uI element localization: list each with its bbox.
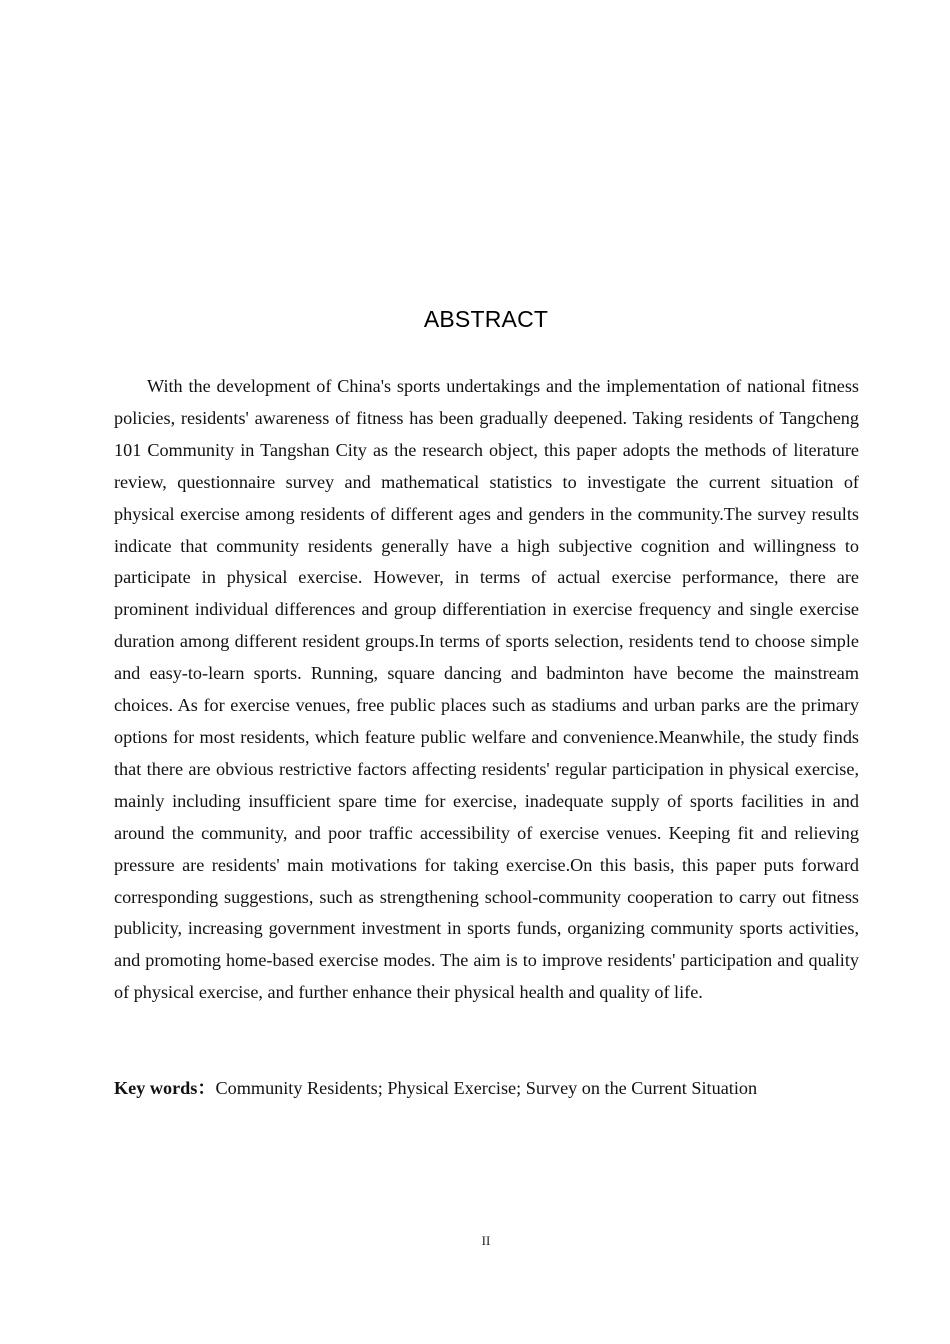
abstract-body: With the development of China's sports undertakings and the implementation of national fitness policies, residents' awareness of fitness has been gradually deepened. Taking residents of Tangcheng 101 Community in Tangshan City as the research object, this paper adopts the methods of literature review, questionnaire survey and mathematical statistics to investigate the current situation of physical exercise among residents of different ages and genders in the community.The survey results indicate that community residents generally have a high subjective cognition and willingness to participate in physical exercise. However, in terms of actual exercise performance, there are prominent individual differences and group differentiation in exercise frequency and single exercise duration among different resident groups.In terms of sports selection, residents tend to choose simple and easy-to-learn sports. Running, square dancing and badminton have become the mainstream choices. As for exercise venues, free public places such as stadiums and urban parks are the primary options for most residents, which feature public welfare and convenience.Meanwhile, the study finds that there are obvious restrictive factors affecting residents' regular participation in physical exercise, mainly including insufficient spare time for exercise, inadequate supply of sports facilities in and around the community, and poor traffic accessibility of exercise venues. Keeping fit and relieving pressure are residents' main motivations for taking exercise.On this basis, this paper puts forward corresponding suggestions, such as strengthening school-community cooperation to carry out fitness publicity, increasing government investment in sports funds, organizing community sports activities, and promoting home-based exercise modes. The aim is to improve residents' participation and quality of physical exercise, and further enhance their physical health and quality of life. [114,376,859,1003]
keywords-label: Key words： [114,1078,216,1098]
keywords-line [114,1073,859,1105]
abstract-title: ABSTRACT [423,306,549,332]
keywords-value: Community Residents; Physical Exercise; Survey on the Current Situation [215,1078,758,1098]
page-number: II [481,1233,491,1248]
